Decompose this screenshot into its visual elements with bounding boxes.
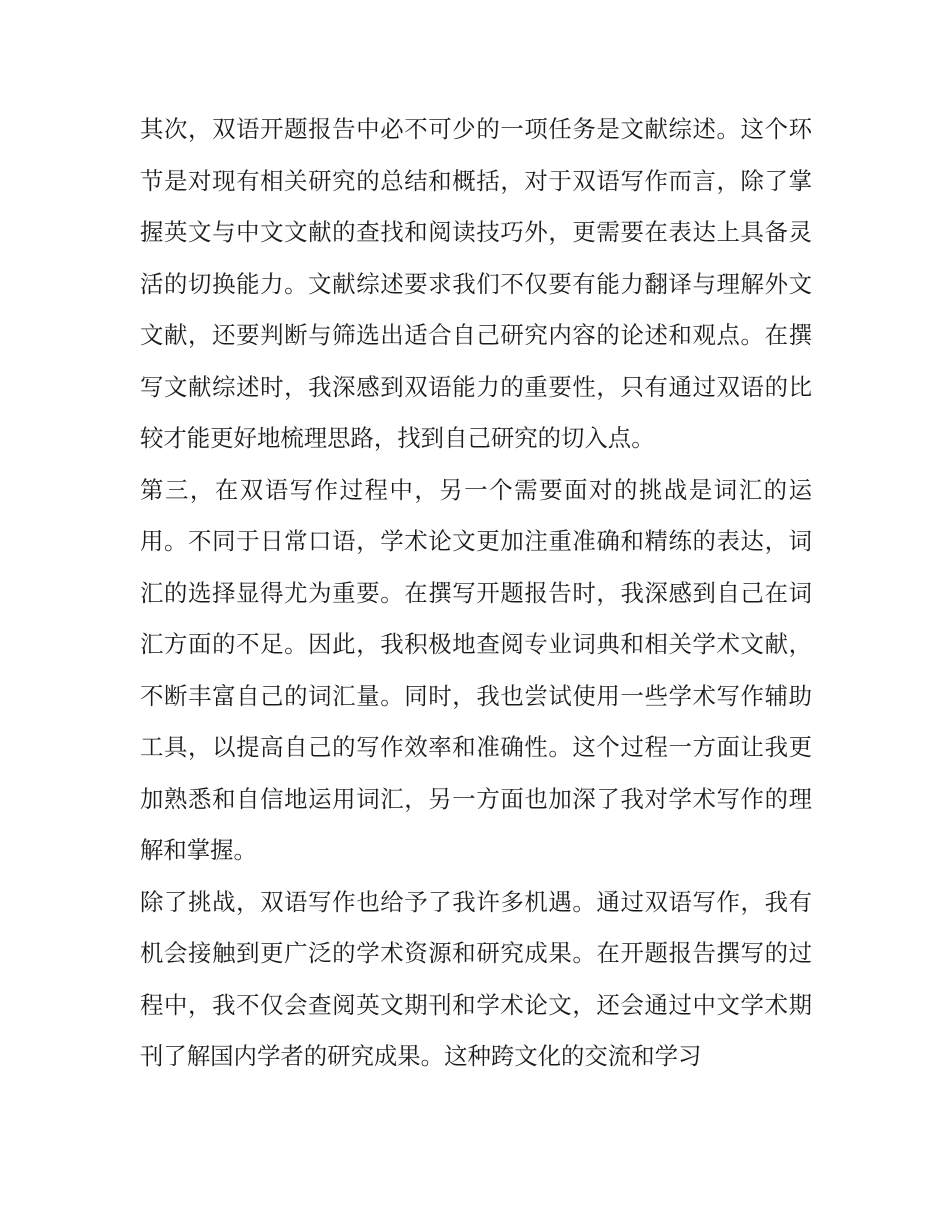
paragraph-opportunities: 除了挑战，双语写作也给予了我许多机遇。通过双语写作，我有机会接触到更广泛的学术资源和研究成果。在开题报告撰写的过程中，我不仅会查阅英文期刊和学术论文，还会通过中文学术期刊了解国内学者的研究成果。这种跨文化的交流和学习	[140, 887, 812, 1070]
paragraph-literature-review: 其次，双语开题报告中必不可少的一项任务是文献综述。这个环节是对现有相关研究的总结和概括，对于双语写作而言，除了掌握英文与中文文献的查找和阅读技巧外，更需要在表达上具备灵活的切换能力。文献综述要求我们不仅要有能力翻译与理解外文文献，还要判断与筛选出适合自己研究内容的论述和观点。在撰写文献综述时，我深感到双语能力的重要性，只有通过双语的比较才能更好地梳理思路，找到自己研究的切入点。	[140, 115, 812, 452]
paragraph-vocabulary: 第三，在双语写作过程中，另一个需要面对的挑战是词汇的运用。不同于日常口语，学术论文更加注重准确和精练的表达，词汇的选择显得尤为重要。在撰写开题报告时，我深感到自己在词汇方面的不足。因此，我积极地查阅专业词典和相关学术文献，不断丰富自己的词汇量。同时，我也尝试使用一些学术写作辅助工具，以提高自己的写作效率和准确性。这个过程一方面让我更加熟悉和自信地运用词汇，另一方面也加深了我对学术写作的理解和掌握。	[140, 475, 812, 864]
document-body	[140, 104, 812, 1083]
